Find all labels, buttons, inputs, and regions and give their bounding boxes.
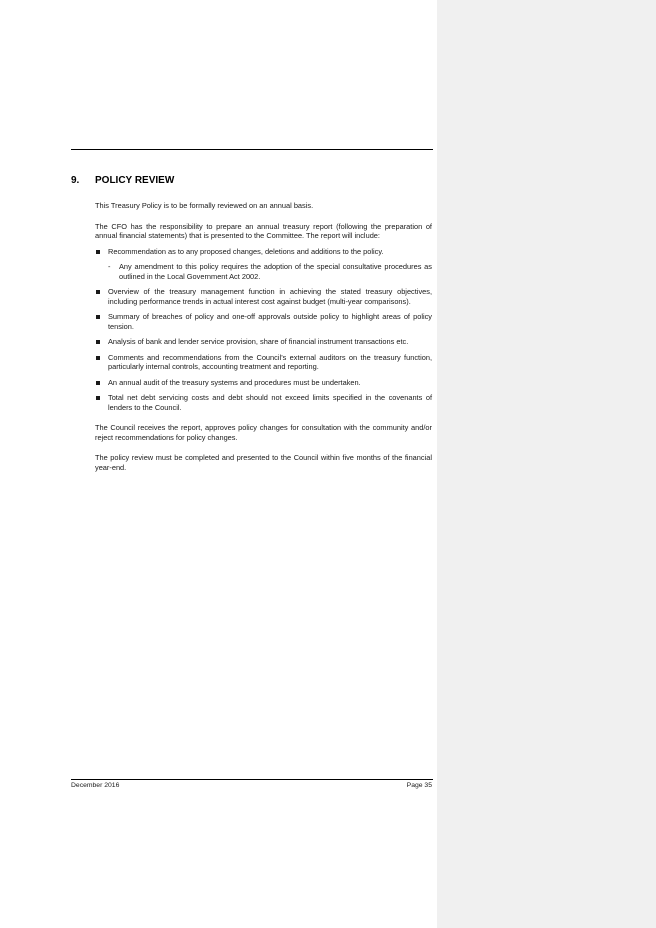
- header-rule: [71, 149, 433, 150]
- list-item: [95, 337, 432, 347]
- list-item-text: Total net debt servicing costs and debt should not exceed limits specified in the covenants of lenders to the Council.: [108, 393, 432, 412]
- sub-list: [108, 262, 432, 281]
- section-body: [95, 201, 432, 483]
- cfo-paragraph: The CFO has the responsibility to prepare an annual treasury report (following the preparation of annual financial statements) that is presented to the Committee. The report will include:: [95, 221, 432, 240]
- section-heading: [71, 175, 433, 186]
- list-item: [95, 378, 432, 388]
- list-item-text: Comments and recommendations from the Council’s external auditors on the treasury function, particularly internal controls, accounting treatment and reporting.: [108, 352, 432, 371]
- square-bullet-icon: [96, 315, 100, 319]
- deadline-paragraph: The policy review must be completed and presented to the Council within five months of the financial year-end.: [95, 453, 432, 472]
- comment-pane: [437, 0, 656, 928]
- section-number: 9.: [71, 175, 80, 186]
- square-bullet-icon: [96, 381, 100, 385]
- list-item: [95, 247, 432, 282]
- square-bullet-icon: [96, 356, 100, 360]
- square-bullet-icon: [96, 250, 100, 254]
- sub-list-item-text: Any amendment to this policy requires the adoption of the special consultative procedures as outlined in the Local Government Act 2002.: [119, 262, 432, 281]
- intro-paragraph: This Treasury Policy is to be formally reviewed on an annual basis.: [95, 201, 314, 210]
- footer-rule: [71, 779, 433, 780]
- list-item-text: Overview of the treasury management function in achieving the stated treasury objectives, including performance trends in actual interest cost against budget (multi-year comparisons).: [108, 287, 432, 306]
- list-item-text: An annual audit of the treasury systems and procedures must be undertaken.: [108, 377, 361, 387]
- square-bullet-icon: [96, 396, 100, 400]
- square-bullet-icon: [96, 340, 100, 344]
- page-number: Page 35: [406, 782, 432, 789]
- list-item: [95, 287, 432, 306]
- report-items-list: [95, 247, 432, 413]
- square-bullet-icon: [96, 290, 100, 294]
- footer-date: December 2016: [71, 782, 120, 789]
- list-item: [95, 393, 432, 412]
- sub-list-item: [108, 262, 432, 281]
- list-item-text: Analysis of bank and lender service provision, share of financial instrument transactions etc.: [108, 337, 409, 346]
- dash-bullet-icon: -: [108, 262, 111, 271]
- section-title: POLICY REVIEW: [95, 175, 175, 186]
- list-item-text: Summary of breaches of policy and one-off approvals outside policy to highlight areas of policy tension.: [108, 312, 432, 331]
- list-item-text: Recommendation as to any proposed changes, deletions and additions to the policy.: [108, 246, 384, 256]
- list-item: [95, 353, 432, 372]
- list-item: [95, 312, 432, 331]
- council-paragraph: The Council receives the report, approves policy changes for consultation with the community and/or reject recommendations for policy changes.: [95, 423, 432, 442]
